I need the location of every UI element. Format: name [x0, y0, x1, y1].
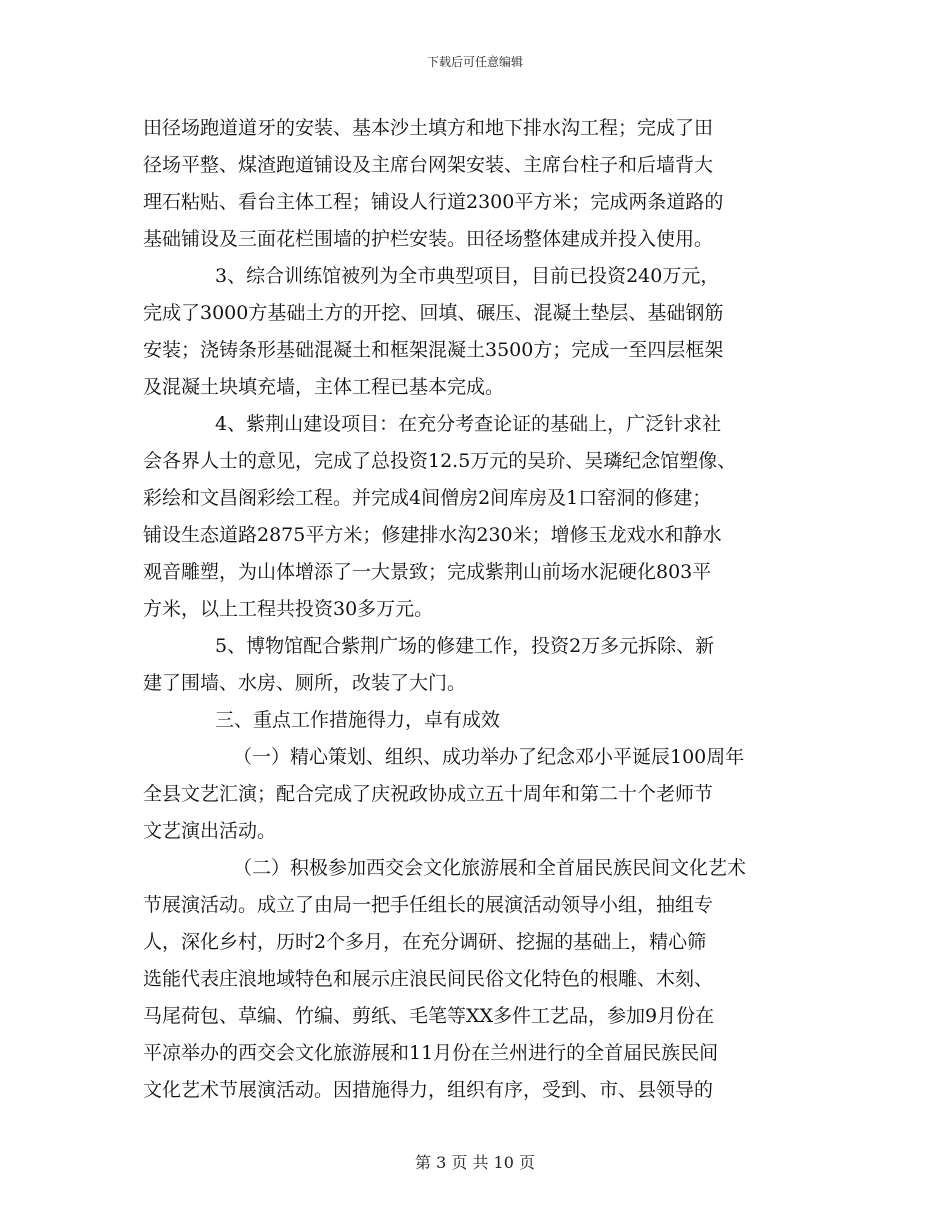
body-text-line: 田径场跑道道牙的安装、基本沙土填方和地下排水沟工程；完成了田: [143, 117, 714, 139]
body-text-line: 建了围墙、水房、厕所，改装了大门。: [143, 672, 467, 694]
body-text-line: 马尾荷包、草编、竹编、剪纸、毛笔等XX多件工艺品，参加9月份在: [143, 1005, 715, 1027]
body-text-line: 4、紫荆山建设项目：在充分考查论证的基础上，广泛针求社: [215, 413, 722, 435]
body-text-line: 方米，以上工程共投资30多万元。: [143, 598, 434, 620]
body-text-line: 选能代表庄浪地域特色和展示庄浪民间民俗文化特色的根雕、木刻、: [143, 968, 714, 990]
body-text-line: 基础铺设及三面花栏围墙的护栏安装。田径场整体建成并投入使用。: [143, 228, 714, 250]
page-number-footer: 第 3 页 共 10 页: [415, 1153, 535, 1172]
page-header-note: 下载后可任意编辑: [426, 55, 523, 69]
body-text-line: （二）积极参加西交会文化旅游展和全首届民族民间文化艺术: [233, 857, 747, 879]
body-text-line: 文艺演出活动。: [143, 820, 277, 842]
body-text-line: 完成了3000方基础土方的开挖、回填、碾压、混凝土垫层、基础钢筋: [143, 302, 724, 324]
body-text-line: 理石粘贴、看台主体工程；铺设人行道2300平方米；完成两条道路的: [143, 191, 724, 213]
body-text-line: 3、综合训练馆被列为全市典型项目，目前已投资240万元，: [215, 265, 720, 287]
body-text-line: 会各界人士的意见，完成了总投资12.5万元的吴玠、吴璘纪念馆塑像、: [143, 450, 737, 472]
body-text-line: （一）精心策划、组织、成功举办了纪念邓小平诞辰100周年: [233, 746, 745, 768]
body-text-line: 径场平整、煤渣跑道铺设及主席台网架安装、主席台柱子和后墙背大: [143, 154, 714, 176]
body-text-line: 及混凝土块填充墙，主体工程已基本完成。: [143, 376, 505, 398]
body-text-line: 全县文艺汇演；配合完成了庆祝政协成立五十周年和第二十个老师节: [143, 783, 714, 805]
body-text-line: 节展演活动。成立了由局一把手任组长的展演活动领导小组，抽组专: [143, 894, 714, 916]
body-text-line: 安装；浇铸条形基础混凝土和框架混凝土3500方；完成一至四层框架: [143, 339, 724, 361]
body-text-line: 彩绘和文昌阁彩绘工程。并完成4间僧房2间库房及1口窑洞的修建；: [143, 487, 712, 509]
body-text-line: 三、重点工作措施得力，卓有成效: [215, 709, 501, 731]
document-body: [143, 110, 823, 1109]
body-text-line: 铺设生态道路2875平方米；修建排水沟230米；增修玉龙戏水和静水: [143, 524, 722, 546]
body-text-line: 文化艺术节展演活动。因措施得力，组织有序，受到、市、县领导的: [143, 1079, 714, 1101]
body-text-line: 观音雕塑，为山体增添了一大景致；完成紫荆山前场水泥硬化803平: [143, 561, 712, 583]
body-text-line: 人，深化乡村，历时2个多月，在充分调研、挖掘的基础上，精心筛: [143, 931, 707, 953]
body-text-line: 平凉举办的西交会文化旅游展和11月份在兰州进行的全首届民族民间: [143, 1042, 719, 1064]
body-text-line: 5、博物馆配合紫荆广场的修建工作，投资2万多元拆除、新: [215, 635, 715, 657]
